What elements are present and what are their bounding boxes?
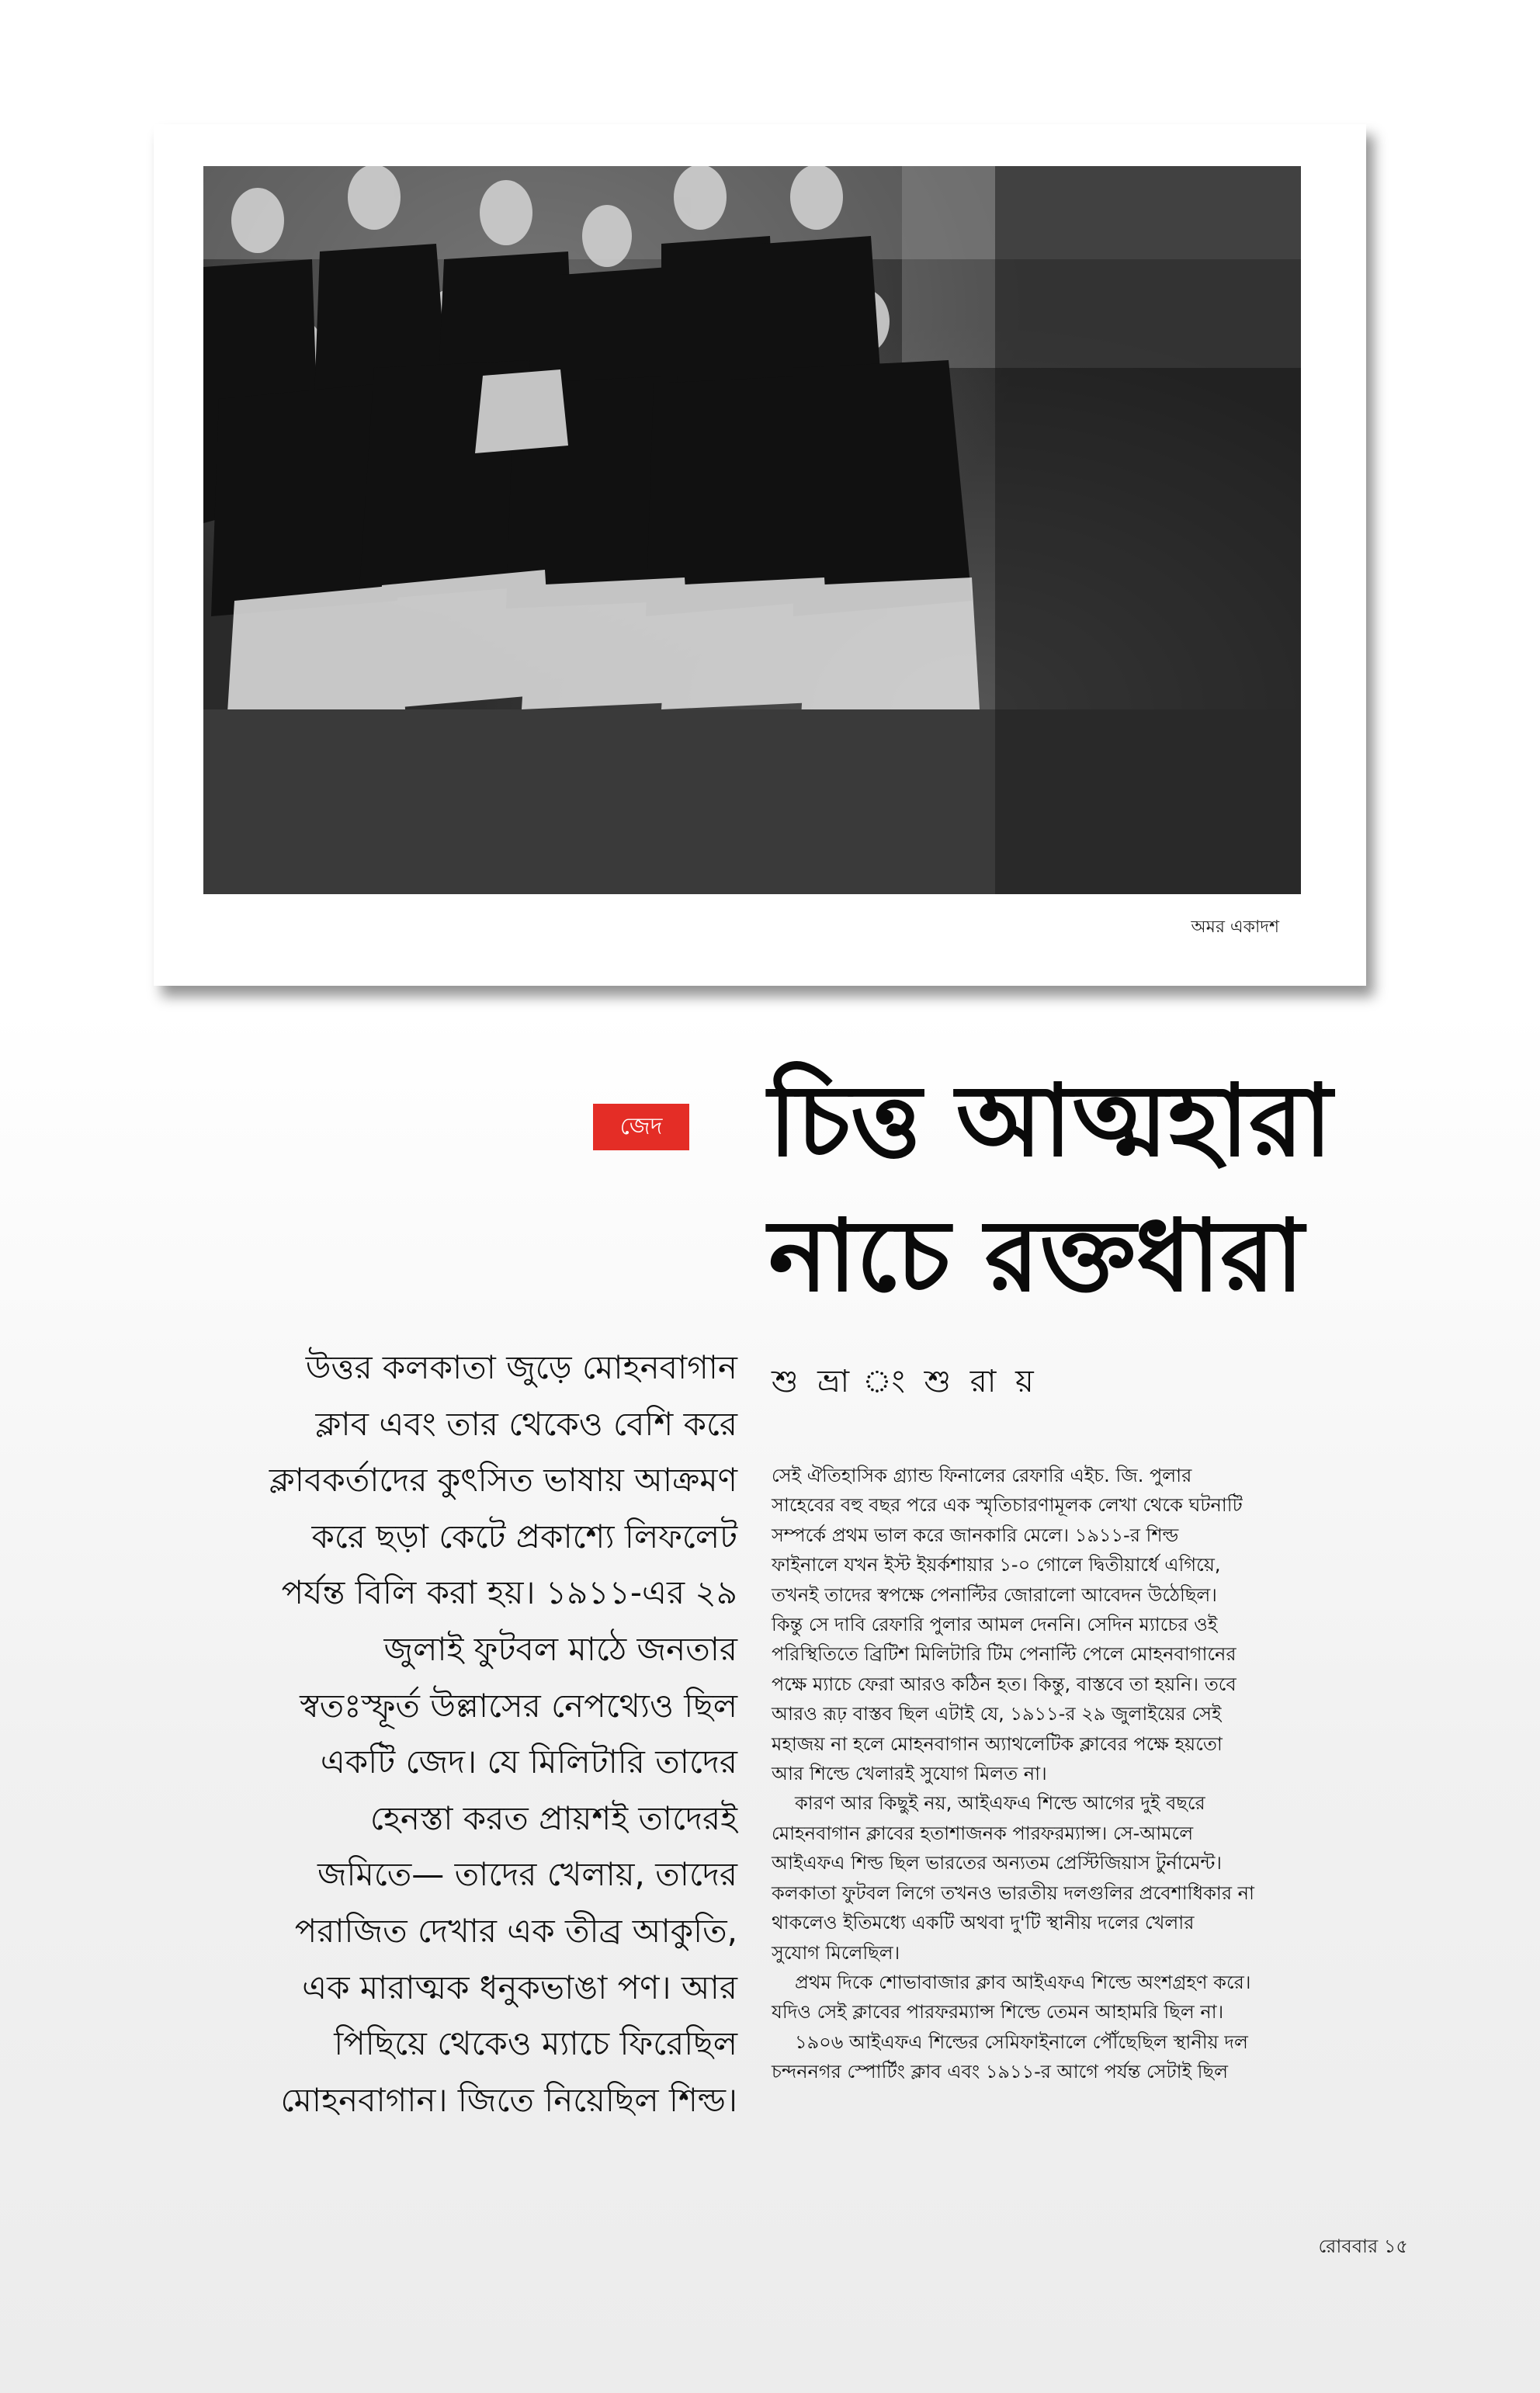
team-photo-illustration xyxy=(203,166,1301,894)
pull-quote-line: ক্লাবকর্তাদের কুৎসিত ভাষায় আক্রমণ xyxy=(269,1461,737,1500)
body-line: যদিও সেই ক্লাবের পারফরম্যান্স শিল্ডে তেমন আহামরি ছিল না। xyxy=(772,2001,1224,2024)
headline xyxy=(768,1054,1467,1324)
body-line: মহাজয় না হলে মোহনবাগান অ্যাথলেটিক ক্লাবের পক্ষে হয়তো xyxy=(772,1732,1223,1755)
body-line: তখনই তাদের স্বপক্ষে পেনাল্টির জোরালো আবেদন উঠেছিল। xyxy=(772,1583,1217,1606)
pull-quote-line: জুলাই ফুটবল মাঠে জনতার xyxy=(383,1629,737,1668)
body-line: পরিস্থিতিতে ব্রিটিশ মিলিটারি টিম পেনাল্টি পেলে মোহনবাগানের xyxy=(772,1643,1237,1666)
body-line: সুযোগ মিলেছিল। xyxy=(772,1941,900,1964)
body-line: আইএফএ শিল্ড ছিল ভারতের অন্যতম প্রেস্টিজিয়াস টুর্নামেন্ট। xyxy=(772,1852,1222,1875)
page-folio: রোববার ১৫ xyxy=(1318,2235,1408,2257)
body-line: কারণ আর কিছুই নয়, আইএফএ শিল্ডে আগের দুই বছরে xyxy=(795,1792,1205,1815)
headline-line-1: চিত্ত আত্মহারা xyxy=(768,1063,1333,1179)
article-body xyxy=(772,1461,1411,2087)
pull-quote-line: এক মারাত্মক ধনুকভাঙা পণ। আর xyxy=(302,1968,737,2006)
body-line: কলকাতা ফুটবল লিগে তখনও ভারতীয় দলগুলির প্রবেশাধিকার না xyxy=(772,1881,1254,1904)
body-line: সাহেবের বহু বছর পরে এক স্মৃতিচারণামূলক লেখা থেকে ঘটনাটি xyxy=(772,1494,1243,1517)
body-line: ১৯০৬ আইএফএ শিল্ডের সেমিফাইনালে পৌঁছেছিল স্থানীয় দল xyxy=(795,2031,1248,2053)
photo-card xyxy=(154,124,1366,986)
team-photo xyxy=(203,166,1301,894)
byline: শু ভ্রা ং শু রা য় xyxy=(772,1364,1039,1399)
body-line: কিন্তু সে দাবি রেফারি পুলার আমল দেননি। সেদিন ম্যাচের ওই xyxy=(772,1614,1218,1636)
body-line: পক্ষে ম্যাচে ফেরা আরও কঠিন হত। কিন্তু, বাস্তবে তা হয়নি। তবে xyxy=(772,1673,1237,1695)
body-line: থাকলেও ইতিমধ্যে একটি অথবা দু'টি স্থানীয় দলের খেলার xyxy=(772,1912,1195,1934)
body-line: আর শিল্ডে খেলারই সুযোগ মিলত না। xyxy=(772,1763,1047,1785)
photo-caption: অমর একাদশ xyxy=(1191,917,1279,937)
pull-quote-line: পরাজিত দেখার এক তীব্র আকুতি, xyxy=(294,1911,737,1950)
body-line: চন্দননগর স্পোর্টিং ক্লাব এবং ১৯১১-র আগে পর্যন্ত সেটাই ছিল xyxy=(772,2061,1228,2083)
pull-quote-line: করে ছড়া কেটে প্রকাশ্যে লিফলেট xyxy=(311,1517,737,1555)
pull-quote-line: পর্যন্ত বিলি করা হয়। ১৯১১-এর ২৯ xyxy=(281,1573,737,1612)
body-line: সেই ঐতিহাসিক গ্র্যান্ড ফিনালের রেফারি এইচ. জি. পুলার xyxy=(772,1465,1192,1486)
pull-quote-line: হেনস্তা করত প্রায়শই তাদেরই xyxy=(369,1798,737,1837)
section-tag: জেদ xyxy=(593,1104,689,1150)
body-line: সম্পর্কে প্রথম ভাল করে জানকারি মেলে। ১৯১১-র শিল্ড xyxy=(772,1524,1179,1546)
pull-quote-line: মোহনবাগান। জিতে নিয়েছিল শিল্ড। xyxy=(280,2080,737,2119)
pull-quote-line: উত্তর কলকাতা জুড়ে মোহনবাগান xyxy=(305,1348,737,1386)
pull-quote-line: জমিতে— তাদের খেলায়, তাদের xyxy=(317,1855,737,1894)
body-line: ফাইনালে যখন ইস্ট ইয়র্কশায়ার ১-০ গোলে দ্বিতীয়ার্ধে এগিয়ে, xyxy=(772,1554,1221,1576)
pull-quote-line: একটি জেদ। যে মিলিটারি তাদের xyxy=(320,1743,737,1781)
body-line: আরও রূঢ় বাস্তব ছিল এটাই যে, ১৯১১-র ২৯ জুলাইয়ের সেই xyxy=(772,1703,1222,1725)
pull-quote-line: স্বতঃস্ফূর্ত উল্লাসের নেপথ্যেও ছিল xyxy=(300,1686,737,1725)
pull-quote xyxy=(116,1340,737,2128)
pull-quote-line: ক্লাব এবং তার থেকেও বেশি করে xyxy=(315,1404,737,1443)
body-line: মোহনবাগান ক্লাবের হতাশাজনক পারফরম্যান্স। সে-আমলে xyxy=(772,1822,1194,1844)
headline-line-2: নাচে রক্তধারা xyxy=(768,1198,1304,1314)
pull-quote-line: পিছিয়ে থেকেও ম্যাচে ফিরেছিল xyxy=(334,2024,737,2063)
body-line: প্রথম দিকে শোভাবাজার ক্লাব আইএফএ শিল্ডে অংশগ্রহণ করে। xyxy=(795,1971,1251,1993)
